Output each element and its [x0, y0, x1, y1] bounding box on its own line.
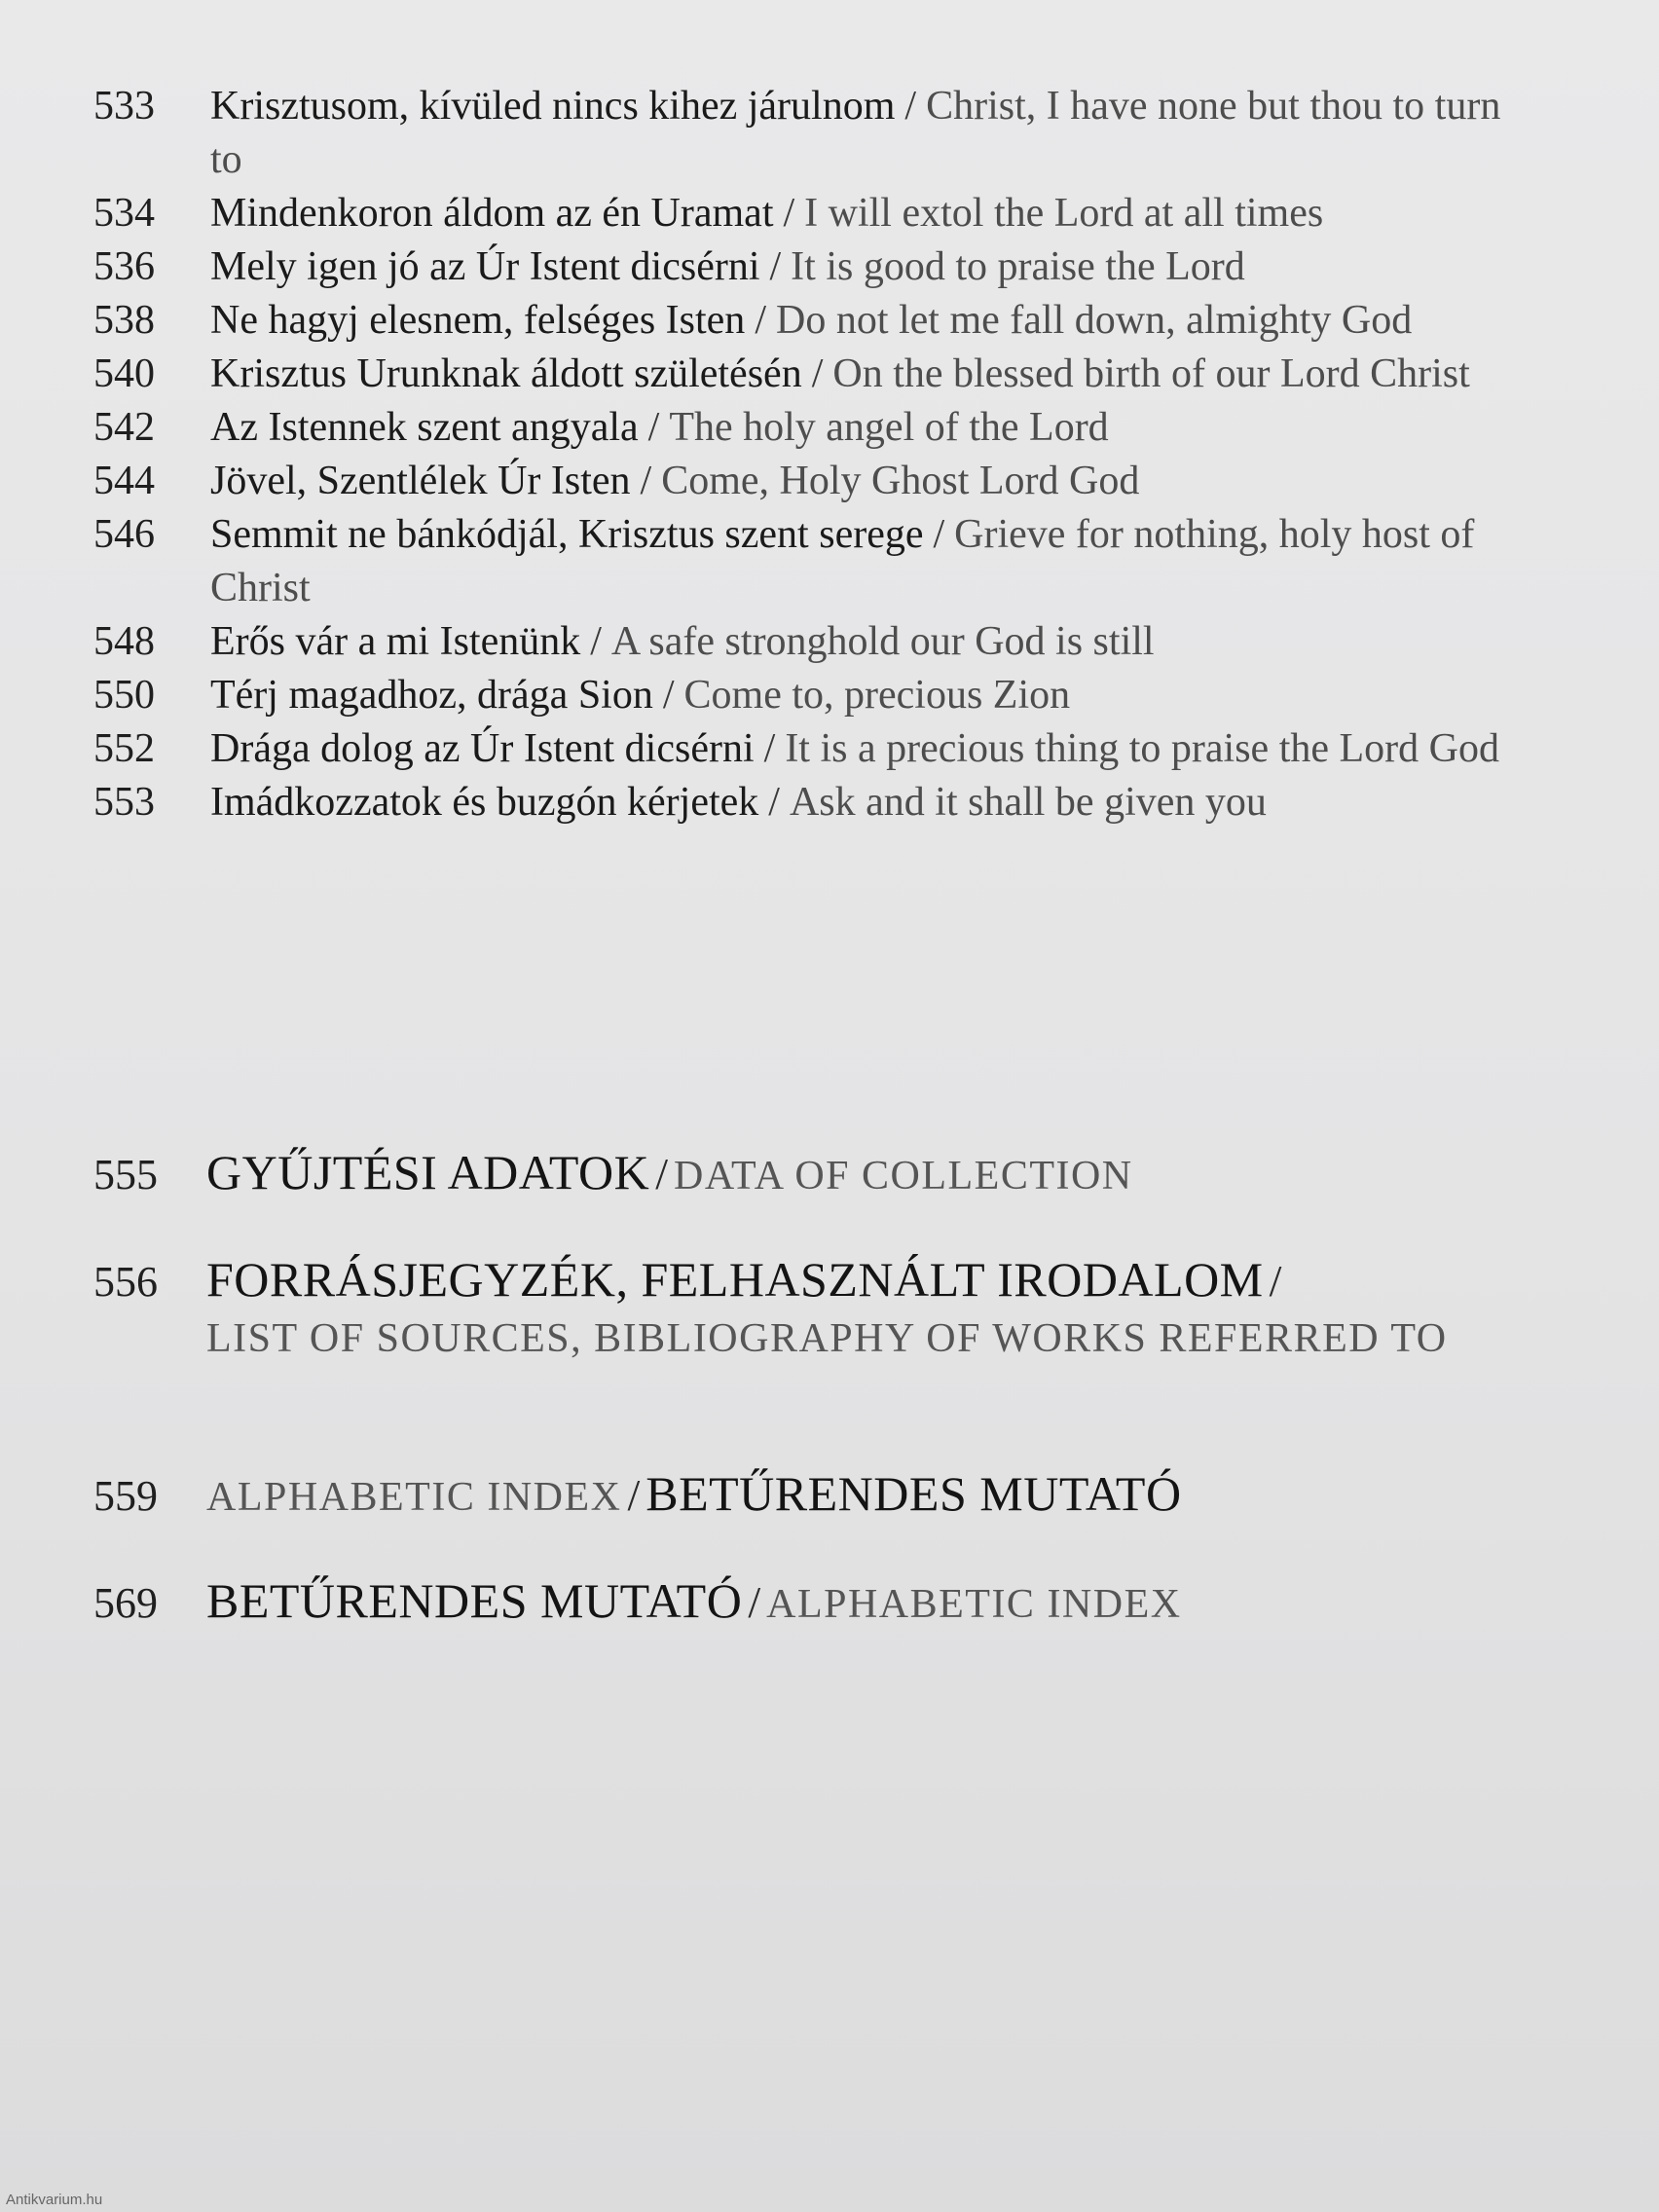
section-title-english: DATA OF COLLECTION	[674, 1154, 1133, 1198]
section-title-english: ALPHABETIC INDEX	[206, 1475, 622, 1520]
english-title: It is good to praise the Lord	[791, 244, 1245, 289]
separator: /	[1269, 1256, 1282, 1306]
hungarian-title: Mindenkoron áldom az én Uramat	[210, 191, 774, 236]
section-title-hungarian: GYŰJTÉSI ADATOK	[206, 1145, 650, 1199]
english-title: Come, Holy Ghost Lord God	[661, 459, 1140, 503]
page-number: 569	[93, 1579, 158, 1627]
page-number: 555	[93, 1151, 158, 1198]
toc-entry	[0, 669, 1659, 722]
separator: /	[627, 1470, 641, 1520]
toc-entry	[0, 240, 1659, 294]
hungarian-title: Krisztusom, kívüled nincs kihez járulnom	[210, 84, 896, 129]
page-number: 552	[93, 726, 155, 771]
hungarian-title: Erős vár a mi Istenünk	[210, 619, 581, 664]
page-number: 542	[93, 405, 155, 450]
separator: /	[769, 244, 782, 289]
page-number: 540	[93, 351, 155, 396]
page-number: 534	[93, 191, 155, 236]
hungarian-title: Az Istennek szent angyala	[210, 405, 639, 450]
english-title: Grieve for nothing, holy host of Christ	[210, 512, 1475, 610]
page-number: 553	[93, 780, 155, 825]
page-number: 536	[93, 244, 155, 289]
toc-entry	[0, 187, 1659, 240]
separator: /	[655, 1149, 668, 1198]
section-title-hungarian: FORRÁSJEGYZÉK, FELHASZNÁLT IRODALOM	[206, 1252, 1264, 1307]
hungarian-title: Imádkozzatok és buzgón kérjetek	[210, 780, 759, 825]
separator: /	[647, 405, 660, 450]
page-number: 556	[93, 1258, 158, 1306]
hungarian-title: Térj magadhoz, drága Sion	[210, 673, 653, 718]
english-title: It is a precious thing to praise the Lord God	[785, 726, 1499, 771]
hungarian-title: Krisztus Urunknak áldott születésén	[210, 351, 802, 396]
section-title-hungarian: BETŰRENDES MUTATÓ	[645, 1466, 1182, 1521]
separator: /	[933, 512, 945, 557]
separator: /	[590, 619, 602, 664]
page-number: 546	[93, 512, 155, 557]
english-title: Christ, I have none but thou to turn to	[210, 84, 1501, 182]
separator: /	[748, 1577, 761, 1627]
hymn-contents-list	[0, 80, 1659, 830]
hungarian-title: Jövel, Szentlélek Úr Isten	[210, 459, 631, 503]
separator: /	[783, 191, 795, 236]
page-number: 559	[93, 1472, 158, 1520]
separator: /	[811, 351, 824, 396]
english-title: I will extol the Lord at all times	[804, 191, 1324, 236]
hungarian-title: Mely igen jó az Úr Istent dicsérni	[210, 244, 760, 289]
separator: /	[763, 726, 776, 771]
hungarian-title: Drága dolog az Úr Istent dicsérni	[210, 726, 755, 771]
toc-entry	[0, 348, 1659, 401]
separator: /	[904, 84, 917, 129]
toc-entry	[0, 508, 1659, 615]
separator: /	[755, 298, 766, 343]
page-number: 550	[93, 673, 155, 718]
section-title-english: LIST OF SOURCES, BIBLIOGRAPHY OF WORKS REFERRED TO	[206, 1316, 1448, 1361]
english-title: Do not let me fall down, almighty God	[775, 298, 1413, 343]
english-title: The holy angel of the Lord	[669, 405, 1109, 450]
section-title-hungarian: BETŰRENDES MUTATÓ	[206, 1573, 743, 1628]
english-title: A safe stronghold our God is still	[610, 619, 1155, 664]
english-title: Ask and it shall be given you	[789, 780, 1267, 825]
english-title: On the blessed birth of our Lord Christ	[832, 351, 1470, 396]
watermark: Antikvarium.hu	[6, 2192, 103, 2208]
separator: /	[640, 459, 652, 503]
page-number: 544	[93, 459, 155, 503]
toc-entry	[0, 455, 1659, 508]
page-number: 538	[93, 298, 155, 343]
toc-entry	[0, 722, 1659, 776]
toc-entry	[0, 615, 1659, 669]
toc-entry	[0, 294, 1659, 348]
section-title-english: ALPHABETIC INDEX	[766, 1582, 1182, 1627]
separator: /	[662, 673, 675, 718]
separator: /	[768, 780, 780, 825]
english-title: Come to, precious Zion	[683, 673, 1071, 718]
hungarian-title: Ne hagyj elesnem, felséges Isten	[210, 298, 746, 343]
hungarian-title: Semmit ne bánkódjál, Krisztus szent serege	[210, 512, 924, 557]
toc-entry	[0, 80, 1659, 187]
toc-entry	[0, 776, 1659, 830]
page-number: 548	[93, 619, 155, 664]
toc-entry	[0, 401, 1659, 455]
page-number: 533	[93, 84, 155, 129]
